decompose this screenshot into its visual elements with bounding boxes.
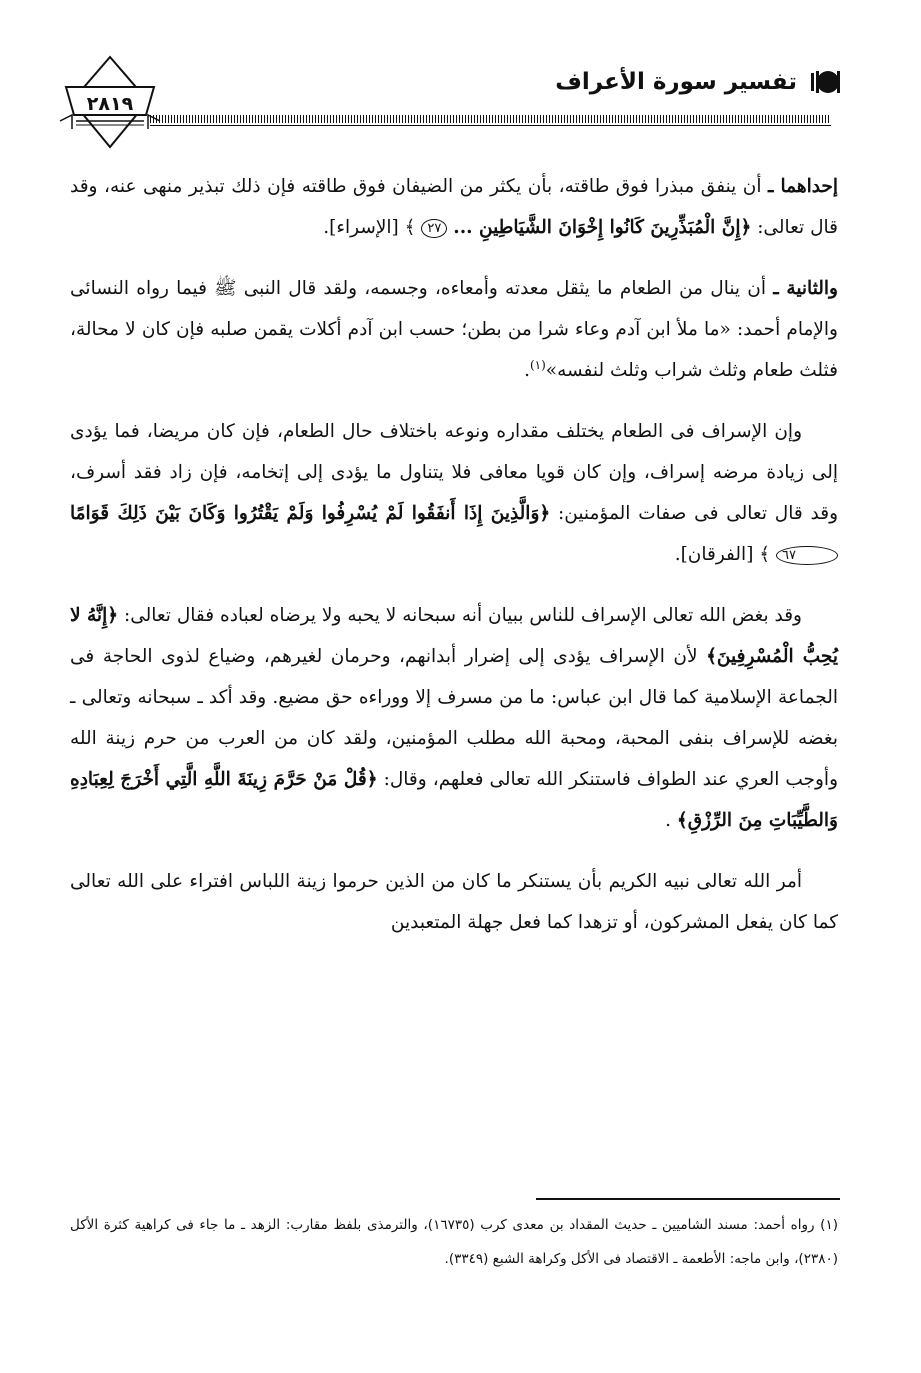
paragraph-end: . <box>665 810 672 831</box>
verse-reference: ﴾ [الفرقان]. <box>674 544 771 565</box>
paragraph-5 <box>70 861 838 943</box>
paragraph-1 <box>70 166 838 248</box>
paragraph-text: أن ينال من الطعام ما يثقل معدته وأمعاءه، وجسمه، ولقد قال النبى ﷺ فيما رواه النسائى والإمام أحمد: «ما ملأ ابن آدم وعاء شرا من بطن؛ حسب ابن آدم أكلات يقمن صلبه فإن كان لا محالة، فثلث طعام وثلث شراب وثلث لنفسه» <box>70 278 838 381</box>
paragraph-3 <box>70 411 838 575</box>
quran-verse-2: ﴿قُلْ مَنْ حَرَّمَ زِينَةَ اللَّهِ الَّتِي أَخْرَجَ لِعِبَادِهِ وَالطَّيِّبَاتِ مِنَ الرِّزْقِ﴾ <box>70 769 838 831</box>
page-number-badge <box>58 55 162 155</box>
verse-number: ٢٧ <box>421 219 447 238</box>
quran-verse: ﴿وَالَّذِينَ إِذَا أَنفَقُوا لَمْ يُسْرِفُوا وَلَمْ يَقْتُرُوا وَكَانَ بَيْنَ ذَلِكَ قَوَامًا <box>70 503 551 524</box>
verse-number: ٦٧ <box>776 546 838 565</box>
paragraph-text: أمر الله تعالى نبيه الكريم بأن يستنكر ما كان من الذين حرموا زينة اللباس افتراء على الله تعالى كما كان يفعل المشركون، أو تزهدا كما فعل جهلة المتعبدين <box>70 871 838 933</box>
footnote-separator <box>536 1198 840 1200</box>
paragraph-text: وقد بغض الله تعالى الإسراف للناس ببيان أنه سبحانه لا يحبه ولا يرضاه لعباده فقال تعالى: <box>118 605 802 626</box>
verse-reference: ﴾ [الإسراء]. <box>323 217 416 238</box>
paragraph-lead: إحداهما ـ <box>768 176 838 197</box>
page-header <box>58 55 843 155</box>
footnote: (١) رواه أحمد: مسند الشاميين ـ حديث المقداد بن معدى كرب (١٦٧٣٥)، والترمذى بلفظ مقارب: الزهد ـ ما جاء فى كراهية كثرة الأكل (٢٣٨٠)، وابن ماجه: الأطعمة ـ الاقتصاد فى الأكل وكراهة الشبع (٣٣٤٩). <box>70 1217 838 1267</box>
footnote-ref[interactable]: (١) <box>529 357 546 372</box>
paragraph-text: أن ينفق مبذرا فوق طاقته، بأن يكثر من الضيفان فوق طاقته فإن ذلك تبذير منهى عنه، وقد قال تعالى: <box>70 176 838 238</box>
surah-title: تفسير سورة الأعراف <box>555 69 797 95</box>
page-body <box>70 166 838 963</box>
header-rule-line <box>150 125 831 126</box>
quran-verse: ﴿إِنَّ الْمُبَذِّرِينَ كَانُوا إِخْوَانَ الشَّيَاطِينِ ... <box>453 217 752 238</box>
paragraph-2 <box>70 268 838 391</box>
header-ornament-icon <box>809 67 843 97</box>
page-number: ٢٨١٩ <box>86 93 134 115</box>
paragraph-4 <box>70 595 838 841</box>
quran-verse: ﴿إِنَّهُ لا يُحِبُّ الْمُسْرِفِينَ﴾ <box>70 605 838 667</box>
paragraph-text: وإن الإسراف فى الطعام يختلف مقداره ونوعه باختلاف حال الطعام، فإن كان مريضا، فما يؤدى إلى زيادة مرضه إسراف، وإن كان قويا معافى فلا يتناول ما يؤدى إلى إتخامه، فإن زاد فقد أسرف، وقد قال تعالى فى صفات المؤمنين: <box>70 421 838 524</box>
header-rule <box>150 115 831 123</box>
paragraph-end: . <box>524 360 530 381</box>
paragraph-lead: والثانية ـ <box>773 278 838 299</box>
paragraph-text-continued: لأن الإسراف يؤدى إلى إضرار أبدانهم، وحرمان لغيرهم، وضياع لذوى الحاجة فى الجماعة الإسلامية كما قال ابن عباس: ما من مسرف إلا ووراءه حق مضيع. وقد أكد ـ سبحانه وتعالى ـ بغضه للإسراف بنفى المحبة، ومحبة الله مطلب المؤمنين، ولقد كان من العرب من حرم زينة الله وأوجب العري عند الطواف فاستنكر الله تعالى فعلهم، وقال: <box>70 646 838 790</box>
